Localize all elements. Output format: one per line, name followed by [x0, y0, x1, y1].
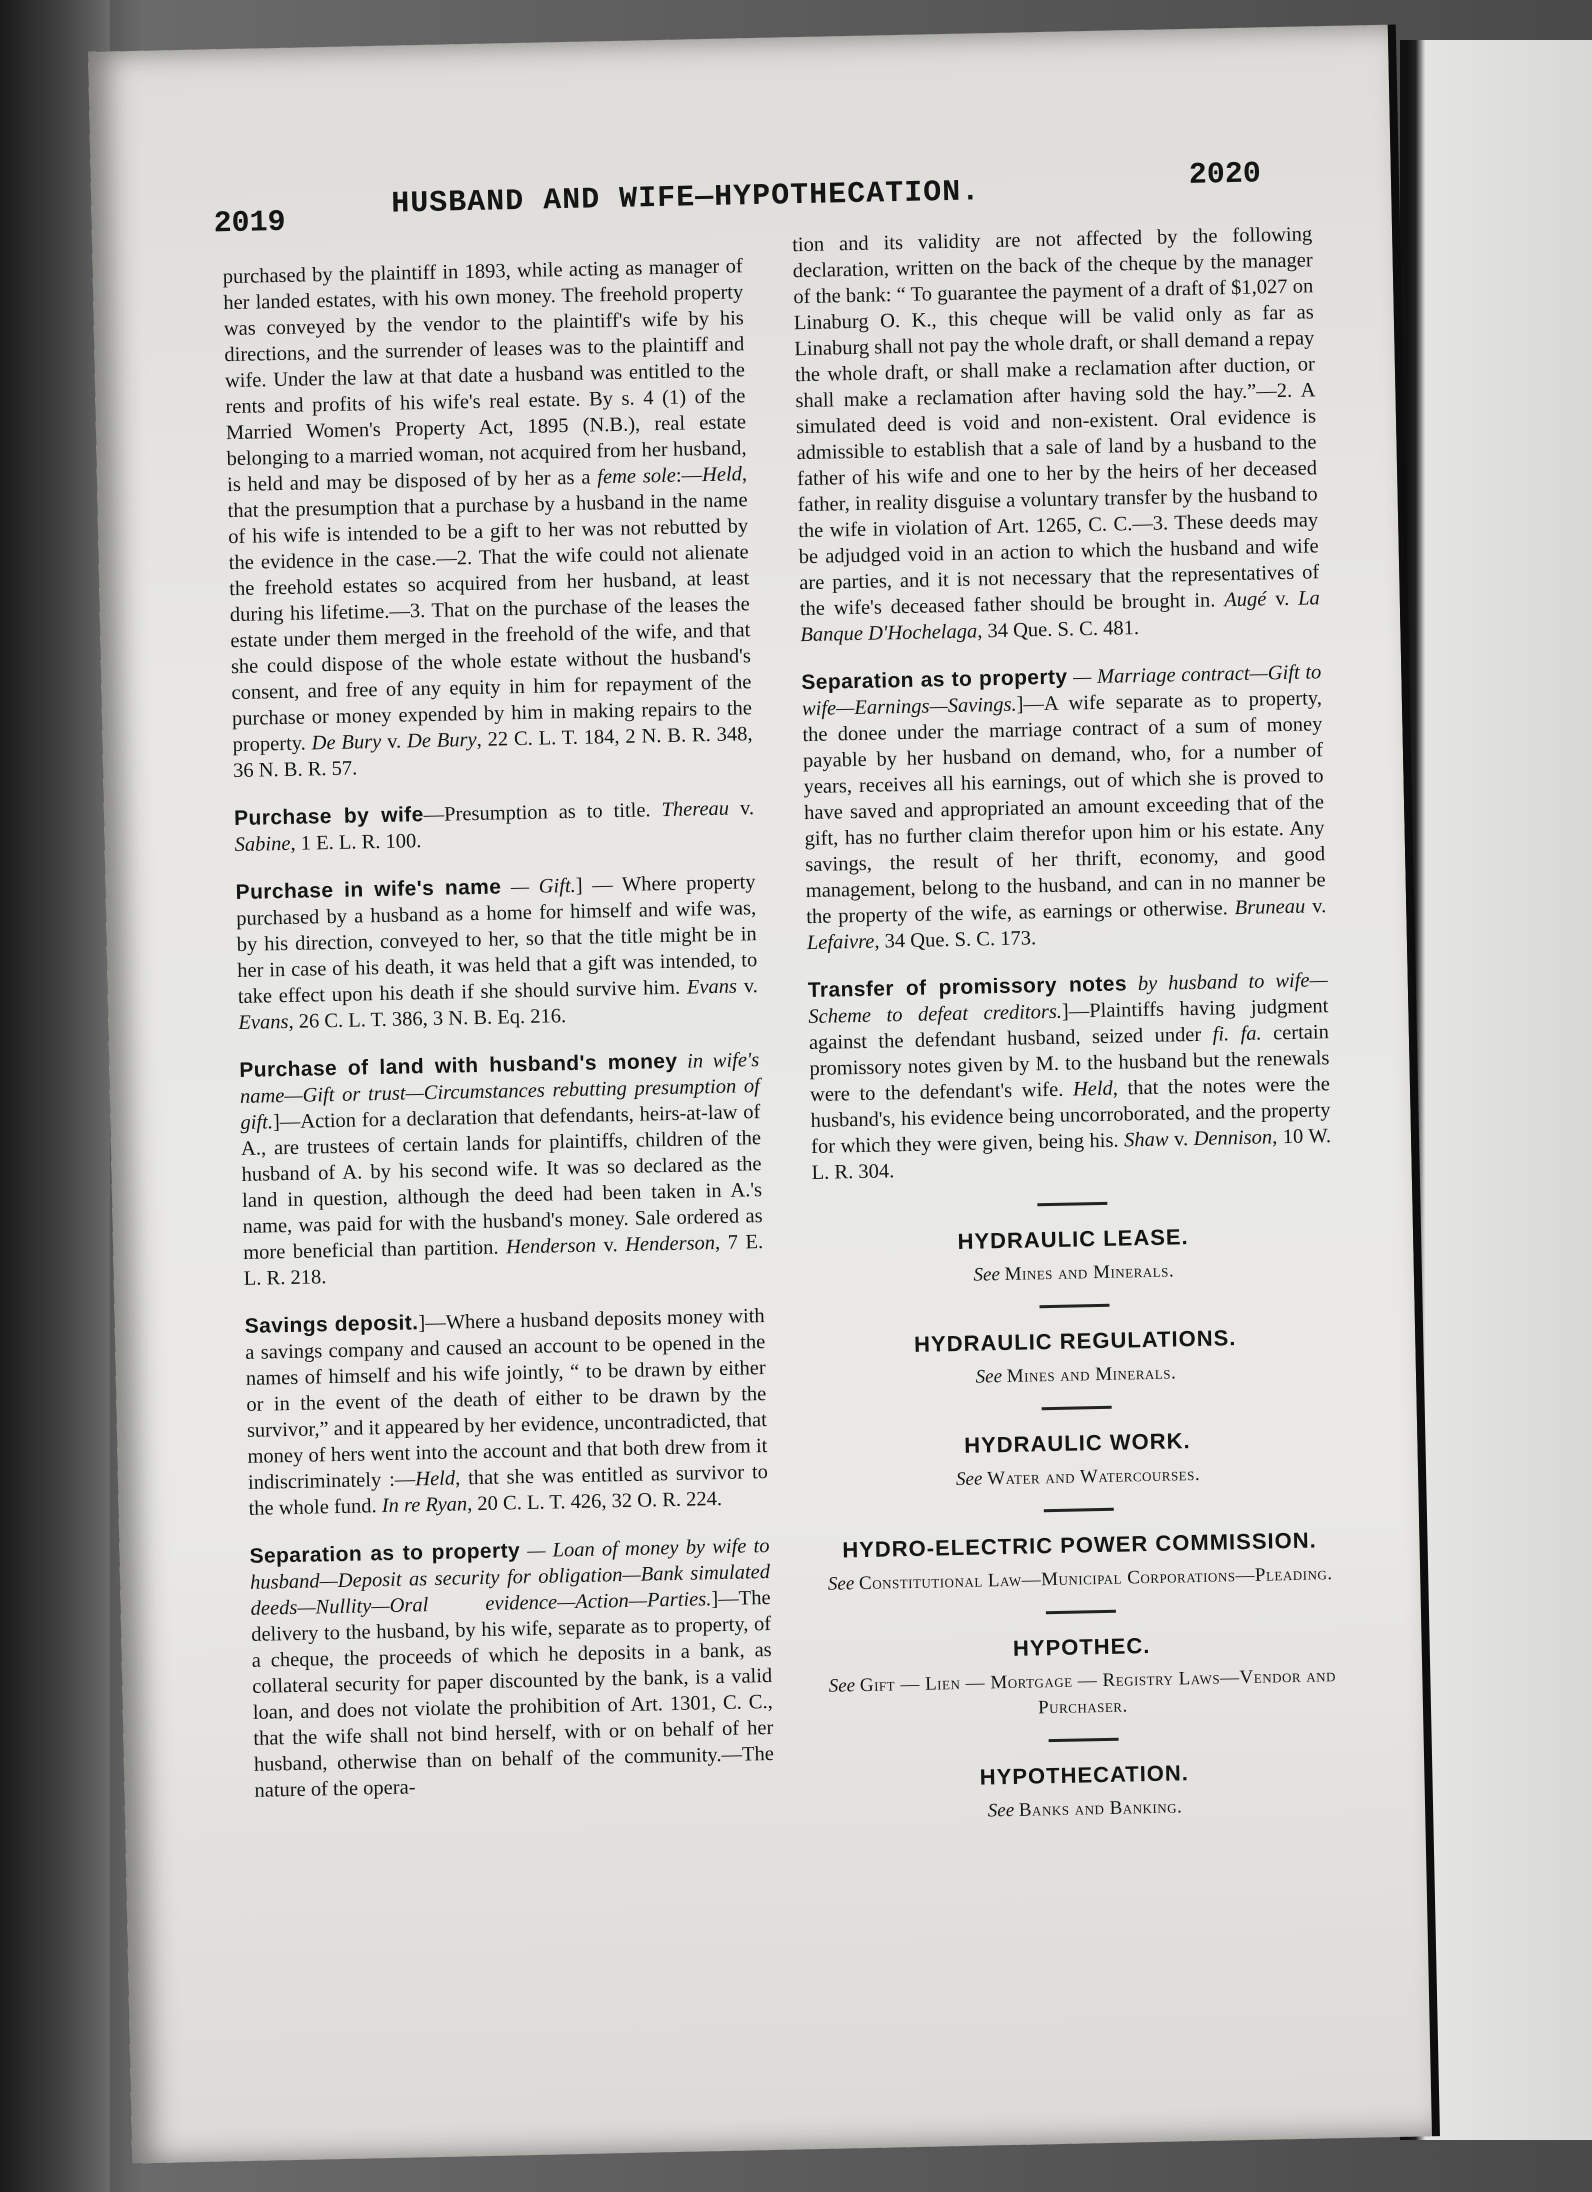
entry-headword: Purchase in wife's name: [235, 875, 502, 905]
book-page: [88, 25, 1440, 2164]
entry-headword: Savings deposit.: [244, 1311, 419, 1338]
entry-text: ]—A wife separate as to property, the donee under the marriage contract of a sum of money payable by her husband on demand, who, for a number of years, receives all his earnings, out of which she is proved to have saved and appropriated an amount exceeding that of the gift, has no further claim therefor upon him or his estate. Any savings, the result of her thrift, economy, and good management, belong to the husband, and can in no manner be the property of the wife, as earnings or otherwise.: [802, 687, 1326, 929]
entry-text: ]—Action for a declaration that defendants, heirs-at-law of A., are trustees of certain lands for plaintiffs, children of the husband of A. by his second wife. It was so declared as the land in question, although the deed had been taken in A.'s name, was paid for with the husband's money. Sale ordered as more beneficial than partition.: [240, 1101, 763, 1264]
entry-text: certain promissory notes given by M. to the husband but the renewals were to the defendant's wife.: [809, 1021, 1330, 1107]
section-divider: [1037, 1202, 1107, 1206]
see-label: See: [955, 1468, 983, 1491]
case-name: In re Ryan: [381, 1493, 468, 1518]
versus: v.: [1168, 1128, 1194, 1151]
xref-title: HYDRAULIC REGULATIONS.: [913, 1325, 1237, 1357]
see-label: See: [975, 1366, 1003, 1388]
entry-headword: Separation as to property: [249, 1539, 521, 1568]
entry-headword: Separation as to property: [801, 665, 1068, 695]
versus: v.: [381, 730, 408, 753]
xref-hydraulic-work: [817, 1401, 1339, 1496]
entry-italic: fi. fa.: [1212, 1022, 1262, 1046]
xref-title: HYPOTHECATION.: [979, 1760, 1190, 1790]
case-name: Sabine: [234, 832, 291, 857]
citation: , 34 Que. S. C. 173.: [874, 927, 1037, 953]
entry-purchase-in-wifes-name: [235, 869, 758, 1036]
see-label: See: [828, 1675, 856, 1697]
right-column: [792, 221, 1346, 1842]
entry-continued-right: [792, 221, 1321, 648]
xref-hypothecation: [824, 1733, 1346, 1828]
xref-target: Mines and Minerals.: [1004, 1260, 1175, 1285]
xref-hypothec: [821, 1605, 1343, 1726]
section-divider: [1039, 1304, 1109, 1308]
entry-headword: Purchase of land with husband's money: [239, 1049, 678, 1082]
entry-subhead: by husband to wife—Scheme to defeat creditors.: [808, 969, 1328, 1029]
xref-title: HYDRO-ELECTRIC POWER COMMISSION.: [842, 1527, 1317, 1563]
entry-text: ]—The delivery to the husband, by his wife, separate as to property, of a cheque, the proceeds of which he deposits in a bank, as collateral security for paper discounted by the bank, is a valid loan, and does not violate the prohibition of Art. 1301, C. C., that the wife shall not bind herself, with or on behalf of her husband, otherwise than on behalf of the community.—The nature of the opera-: [250, 1586, 775, 1802]
entry-headword: Purchase by wife: [233, 803, 424, 831]
citation: , 10 W. L. R. 304.: [811, 1125, 1332, 1185]
versus: v.: [595, 1233, 626, 1257]
entry-text: —Presumption as to title.: [423, 799, 651, 827]
page-number-right: 2020: [1188, 157, 1262, 193]
versus: v.: [736, 975, 758, 998]
entry-savings-deposit: [244, 1303, 768, 1522]
entry-text: , that the notes were the husband's, his evidence being uncorroborated, and the property for which they were given, being his.: [810, 1073, 1331, 1159]
left-column: [223, 253, 776, 1826]
xref-see-line: [814, 1255, 1334, 1292]
entry-text: tion and its validity are not affected by the following declaration, written on the back of the cheque by the manager of the bank: “ To guarantee the payment of a draft of $1,027 on Linaburg O. K., this cheque will be valid only as far as Linaburg shall not pay the whole draft, or shall demand a repay the whole draft, or shall make a reclamation after duction, or shall make a reclamation after having sold the hay.”—2. A simulated deed is void and non-existent. Oral evidence is admissible to establish that a sale of land by a husband to the father of his wife and one to her by the heirs of her deceased father, in reality disguise a voluntary transfer by the husband to the wife in violation of Art. 1265, C. C.—3. These deeds may be adjudged void in an action to which the husband and wife are parties, and it is not necessary that the representatives of the wife's deceased father should be brought in.: [792, 223, 1320, 621]
entry-text: :—: [675, 464, 703, 487]
entry-subhead: — Gift.: [501, 874, 577, 899]
xref-hydro-electric: [819, 1503, 1341, 1598]
case-name: De Bury: [406, 728, 477, 753]
section-divider: [1049, 1738, 1119, 1742]
entry-transfer-promissory-notes: [808, 967, 1332, 1186]
case-name: Shaw: [1123, 1128, 1169, 1152]
entry-purchase-by-wife: [234, 795, 755, 858]
entry-text: purchased by the plaintiff in 1893, while acting as manager of her landed estates, with his own money. The freehold property was conveyed by the vendor to the plaintiff's wife by his directions, and the surrender of leases was to the plaintiff and wife. Under the law at that date a husband was entitled to the rents and profits of his wife's real estate. By s. 4 (1) of the Married Women's Property Act, 1895 (N.B.), real estate belonging to a married woman, not acquired from her husband, is held and may be disposed of by her as a: [222, 255, 747, 497]
versus: v.: [1305, 895, 1327, 918]
xref-see-line: [816, 1357, 1336, 1394]
see-label: See: [827, 1573, 855, 1595]
entry-text: , that she was entitled as survivor to the whole fund.: [248, 1461, 769, 1520]
entry-italic: Held: [1072, 1077, 1114, 1101]
citation: , 7 E. L. R. 218.: [243, 1231, 764, 1290]
citation: , 1 E. L. R. 100.: [290, 830, 422, 855]
case-name: Augé: [1224, 588, 1267, 612]
entry-subhead: — Loan of money by wife to husband—Deposit as security for obligation—Bank simulated deeds—Nullity—Oral evidence—Action—Parties.: [249, 1534, 771, 1620]
xref-target: Gift — Lien — Mortgage — Registry Laws—Vendor and Purchaser.: [859, 1665, 1337, 1719]
case-name: Henderson: [624, 1232, 716, 1256]
entry-subhead: — Marriage contract—Gift to wife—Earnings—Savings.: [801, 661, 1322, 721]
entry-headword: Transfer of promissory notes: [807, 972, 1128, 1003]
entry-italic: feme sole: [597, 464, 677, 489]
entry-text: , that the presumption that a purchase by a husband in the name of his wife is intended to be a gift to her was not rebutted by the evidence in the case.—2. That the wife could not alienate the freehold estates so acquired from her husband, at least during his lifetime.—3. That on the purchase of the leases the estate under them merged in the freehold of the wife, and that she could dispose of the whole estate without the husband's consent, and free of any equity in him for repayment of the purchase or money expended by him in making repairs to the property.: [227, 463, 753, 757]
citation: , 20 C. L. T. 426, 32 O. R. 224.: [466, 1487, 723, 1516]
entry-text: ]—Plaintiffs having judgment against the defendant husband, seized under: [808, 995, 1329, 1055]
see-label: See: [973, 1264, 1001, 1286]
entry-subhead: in wife's name—Gift or trust—Circumstances rebutting presumption of gift.: [239, 1049, 761, 1134]
xref-title: HYDRAULIC WORK.: [963, 1428, 1191, 1458]
entry-italic: Held: [701, 463, 743, 487]
page-number-left: 2019: [213, 205, 287, 242]
xref-title: HYPOTHEC.: [1012, 1633, 1151, 1661]
xref-title: HYDRAULIC LEASE.: [957, 1224, 1189, 1254]
case-name: Thereau: [661, 797, 730, 822]
xref-see-line: [822, 1663, 1343, 1726]
entry-purchase-of-land: [239, 1047, 764, 1292]
case-name: Henderson: [505, 1234, 597, 1259]
entry-text: ]—Where a husband deposits money with a savings company and caused an account to be opened in the names of himself and his wife jointly, “ to be drawn by either or in the event of the death of either to be drawn by the survivor,” and it appeared by her evidence, uncontradicted, that money of hers went into the account and that both drew from it indiscriminately :—: [245, 1305, 768, 1494]
entry-separation-marriage-contract: [801, 659, 1327, 956]
xref-target: Water and Watercourses.: [986, 1463, 1201, 1490]
xref-see-line: [818, 1459, 1338, 1496]
citation: , 26 C. L. T. 386, 3 N. B. Eq. 216.: [288, 1005, 567, 1033]
xref-target: Mines and Minerals.: [1006, 1362, 1177, 1387]
case-name: Dennison: [1193, 1126, 1273, 1151]
xref-target: Constitutional Law—Municipal Corporations—Pleading.: [858, 1563, 1333, 1595]
xref-see-line: [825, 1791, 1345, 1828]
section-divider: [1044, 1508, 1114, 1512]
entry-continued: [223, 253, 754, 784]
xref-target: Banks and Banking.: [1018, 1796, 1183, 1821]
section-divider: [1042, 1406, 1112, 1410]
versus: v.: [1266, 587, 1299, 611]
section-divider: [1046, 1610, 1116, 1614]
versus: v.: [728, 797, 755, 820]
case-name: Evans: [238, 1010, 289, 1034]
case-name: De Bury: [311, 730, 382, 755]
case-name: La Banque D'Hochelaga: [800, 587, 1320, 647]
citation: , 34 Que. S. C. 481.: [977, 617, 1140, 643]
xref-hydraulic-regulations: [815, 1299, 1337, 1394]
xref-see-line: [820, 1561, 1340, 1598]
running-head: HUSBAND AND WIFE—HYPOTHECATION.: [390, 175, 981, 222]
xref-hydraulic-lease: [812, 1197, 1334, 1292]
see-label: See: [987, 1799, 1015, 1822]
entry-text: ] — Where property purchased by a husband as a home for himself and wife was, by his direction, conveyed to her, so that the title might be in her in case of his death, it was held that a gift was intended, to take effect upon his death if she should survive him.: [235, 871, 758, 1008]
citation: , 22 C. L. T. 184, 2 N. B. R. 348, 36 N. B. R. 57.: [232, 723, 753, 783]
case-name: Lefaivre: [806, 930, 875, 955]
case-name: Bruneau: [1234, 895, 1306, 920]
case-name: Evans: [686, 975, 738, 999]
entry-separation-loan: [249, 1533, 774, 1804]
entry-italic: Held: [415, 1467, 456, 1491]
